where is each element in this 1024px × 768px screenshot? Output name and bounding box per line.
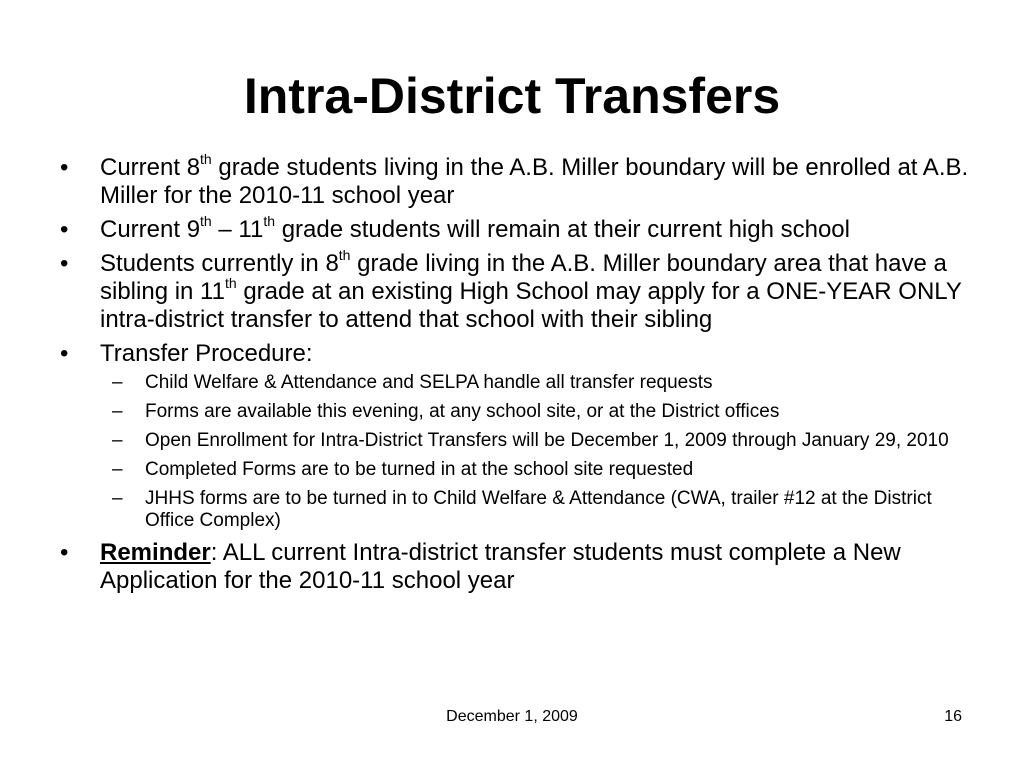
procedure-item: – Completed Forms are to be turned in at the school site requested xyxy=(112,459,694,480)
bullet-item-eighth-grade: • Current 8th grade students living in the A.B. Miller boundary will be enrolled at A.B. Miller for the 2010-11 school year xyxy=(60,151,969,209)
bullet-item-ninth-eleventh-grade: • Current 9th – 11th grade students will remain at their current high school xyxy=(60,213,850,243)
reminder-label: Reminder xyxy=(100,539,211,566)
procedure-item: – Child Welfare & Attendance and SELPA handle all transfer requests xyxy=(112,372,713,393)
bullet-item-sibling-transfer: • Students currently in 8th grade living in the A.B. Miller boundary area that have a sibling in 11th grade at an existing High School may apply for a ONE-YEAR ONLY intra-district transfer to attend that school with their sibling xyxy=(60,247,962,333)
procedure-item: – JHHS forms are to be turned in to Child Welfare & Attendance (CWA, trailer #12 at the District Office Complex) xyxy=(112,488,932,531)
slide-title: Intra-District Transfers xyxy=(243,68,781,124)
procedure-item: – Forms are available this evening, at any school site, or at the District offices xyxy=(112,401,780,422)
dash-marker: – xyxy=(112,459,123,480)
bullet-marker: • xyxy=(60,340,69,367)
slide-number: 16 xyxy=(944,708,962,725)
bullet-marker: • xyxy=(60,154,69,181)
dash-marker: – xyxy=(112,401,123,422)
bullet-marker: • xyxy=(60,539,69,566)
bullet-marker: • xyxy=(60,250,69,277)
footer-date: December 1, 2009 xyxy=(446,708,578,725)
slide-content xyxy=(60,151,970,601)
bullet-list xyxy=(60,151,970,595)
procedure-item: – Open Enrollment for Intra-District Transfers will be December 1, 2009 through January 29, 2010 xyxy=(112,430,949,451)
dash-marker: – xyxy=(112,372,123,393)
bullet-item-transfer-procedure: • Transfer Procedure: – Child Welfare & Attendance and SELPA handle all transfer requests – Forms are available this evening, at any school site, or at the District offices – Open Enrollment for Intra-District Transfers will be December 1, 2009 through January 29, 2010 – Completed Forms are to be turned in at the school site requested – JHHS forms are to be turned in to Child Welfare & Attendance (CWA, trailer #12 at the District Office Complex) xyxy=(60,340,970,532)
bullet-item-reminder: • Reminder: ALL current Intra-district transfer students must complete a New Application for the 2010-11 school year xyxy=(60,539,901,594)
dash-marker: – xyxy=(112,488,123,509)
procedure-sublist xyxy=(100,372,970,532)
dash-marker: – xyxy=(112,430,123,451)
bullet-marker: • xyxy=(60,216,69,243)
